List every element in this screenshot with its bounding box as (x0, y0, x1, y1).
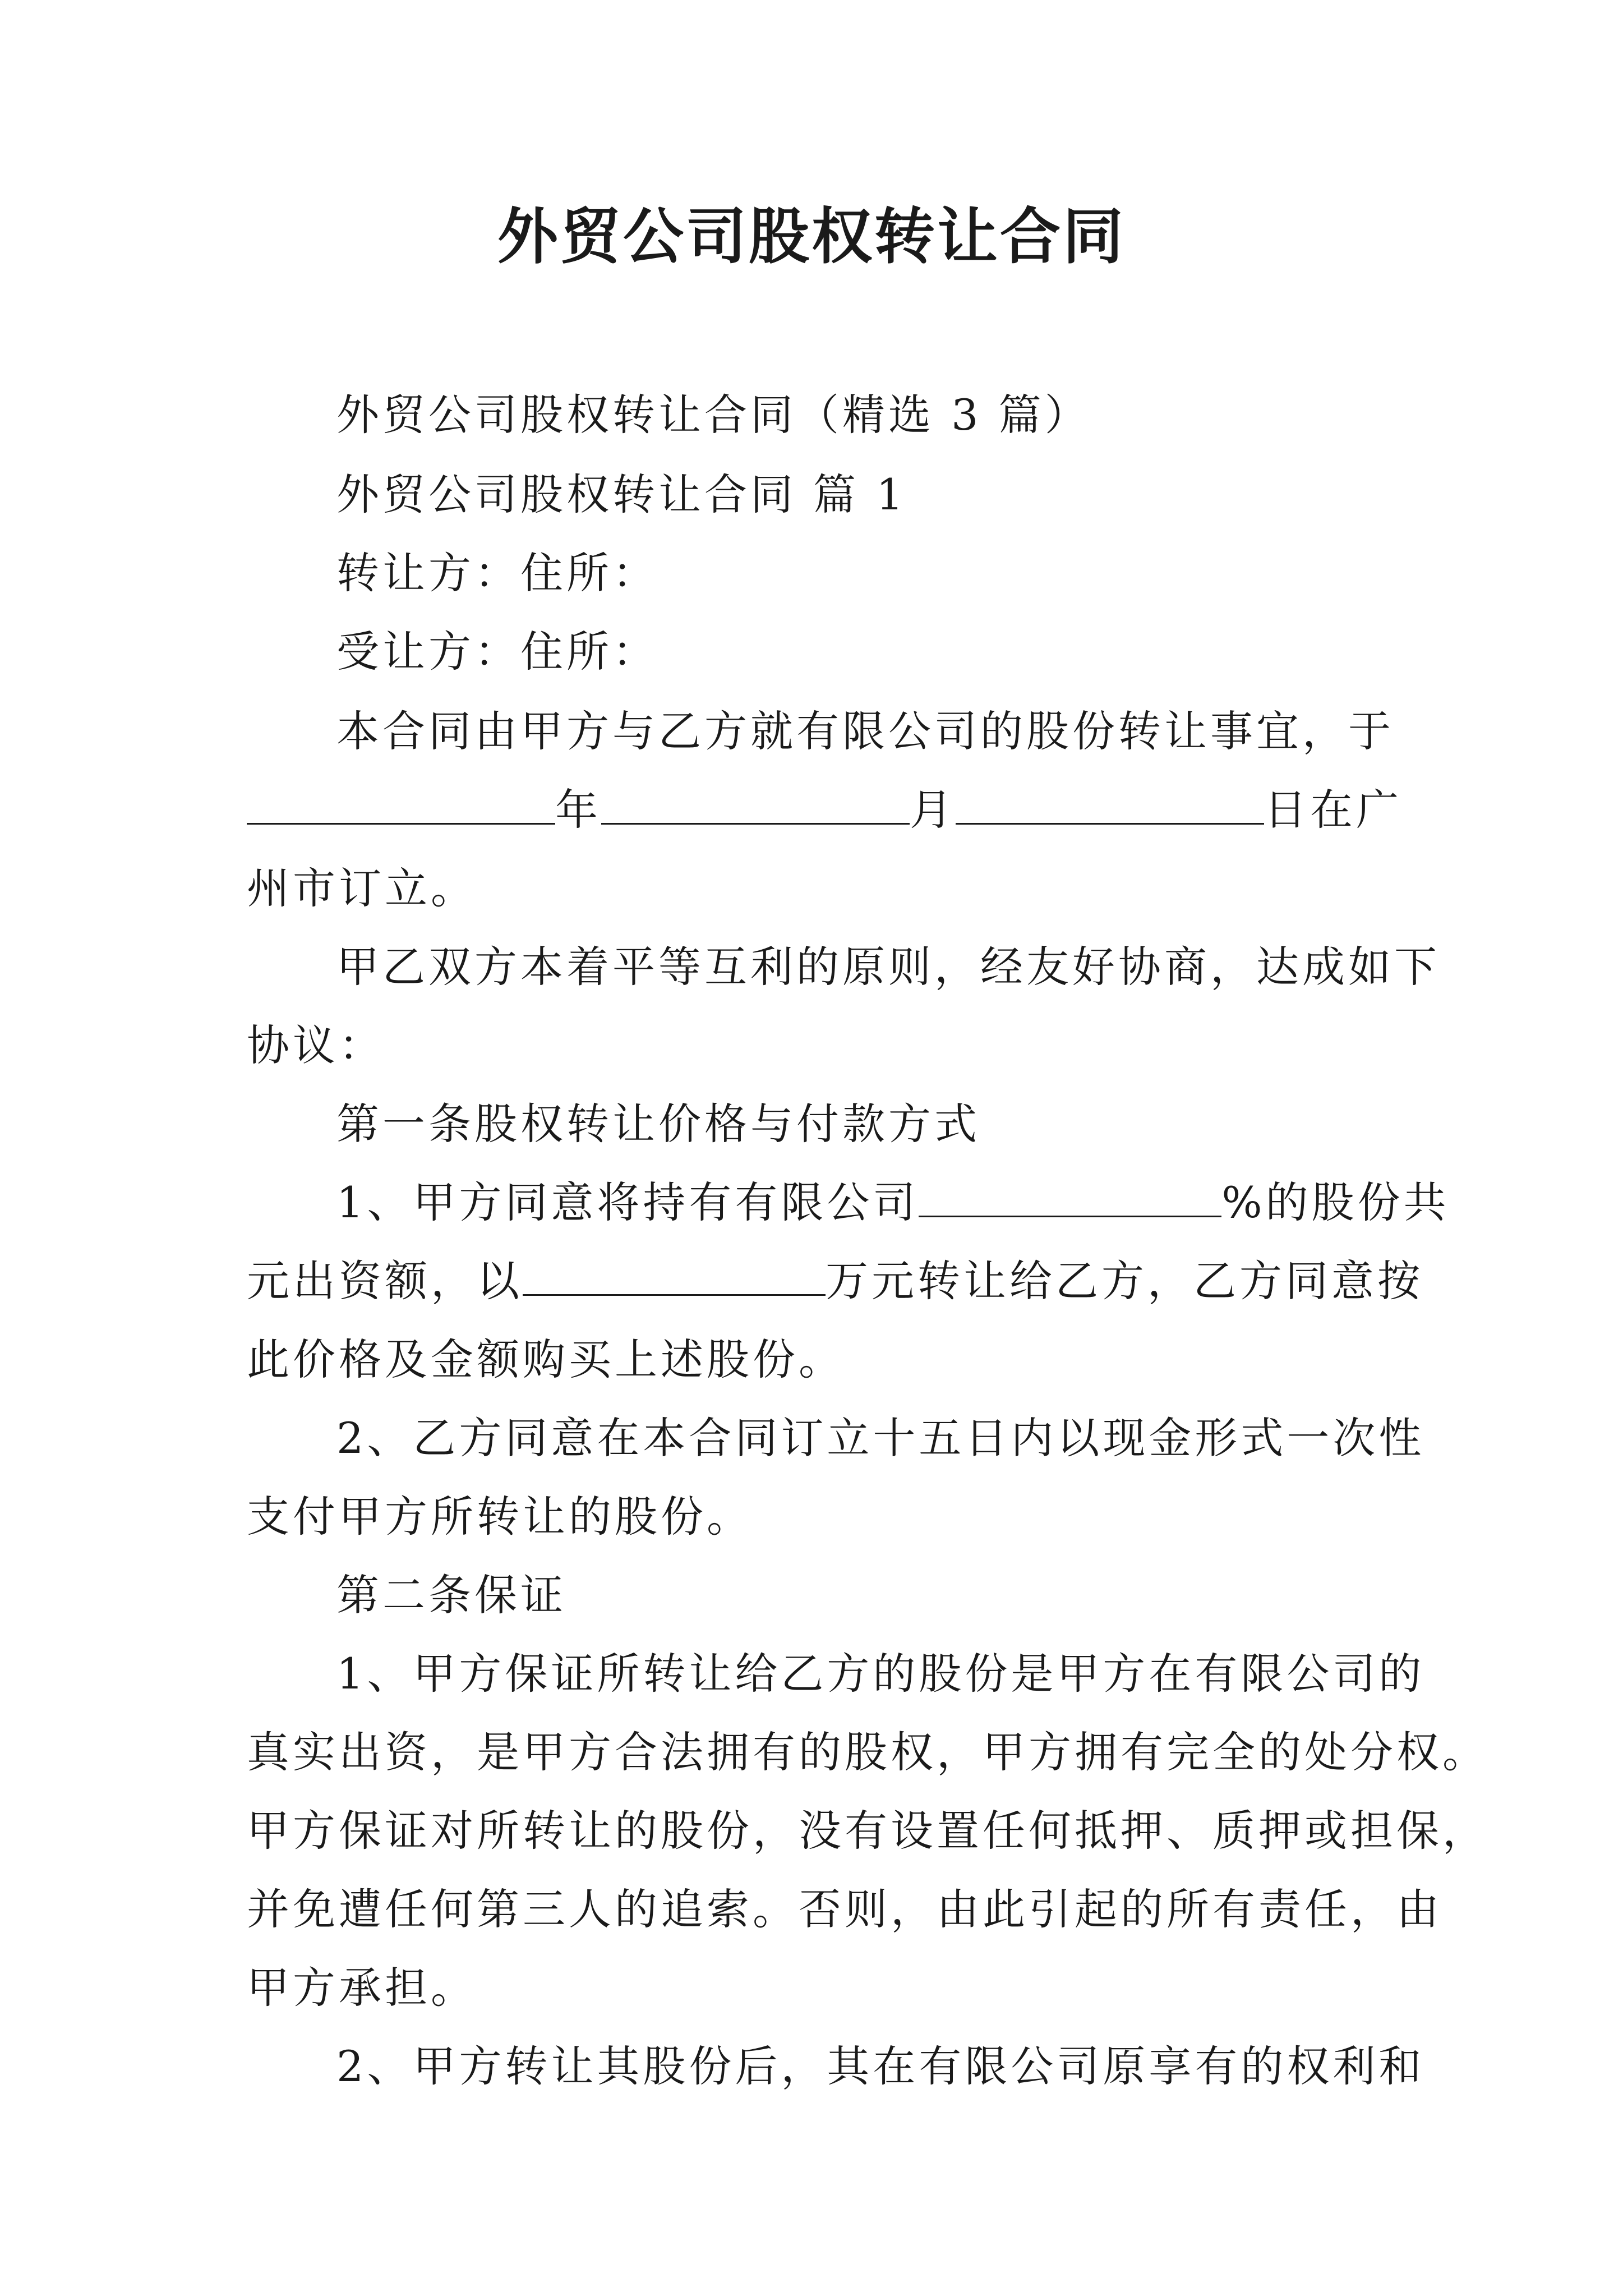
percent-blank (919, 1175, 1221, 1217)
paragraph-line (336, 1175, 1450, 1231)
paragraph-line (247, 1253, 1423, 1309)
transferor-line: 转让方：住所： (336, 548, 658, 598)
month-blank (601, 783, 910, 825)
paragraph-line: 州市订立。 (247, 863, 477, 913)
paragraph-line: 真实出资，是甲方合法拥有的股权，甲方拥有完全的处分权。 (247, 1727, 1488, 1777)
year-blank (247, 783, 555, 825)
day-label: 日在广 (1264, 785, 1402, 835)
paragraph-line: 甲乙双方本着平等互利的原则，经友好协商，达成如下 (336, 942, 1440, 992)
paragraph-line: 甲方承担。 (247, 1963, 477, 2013)
page-title: 外贸公司股权转让合同 (497, 201, 1126, 272)
section-heading: 外贸公司股权转让合同 篇 1 (336, 470, 907, 519)
paragraph-line: 甲方保证对所转让的股份，没有设置任何抵押、质押或担保， (247, 1806, 1488, 1856)
clause-text: 万元转让给乙方，乙方同意按 (826, 1256, 1423, 1306)
transferee-line: 受让方：住所： (336, 627, 658, 677)
article-heading: 第一条股权转让价格与付款方式 (336, 1099, 980, 1149)
month-label: 月 (910, 785, 956, 835)
paragraph-line: 2、甲方转让其股份后，其在有限公司原享有的权利和 (336, 2041, 1425, 2091)
paragraph-line: 此价格及金额购买上述股份。 (247, 1335, 845, 1384)
subtitle-line: 外贸公司股权转让合同（精选 3 篇） (336, 390, 1091, 440)
clause-text: 元出资额，以 (247, 1256, 523, 1306)
day-blank (956, 783, 1264, 825)
paragraph-line: 2、乙方同意在本合同订立十五日内以现金形式一次性 (336, 1413, 1425, 1463)
date-line (247, 782, 1402, 838)
paragraph-line: 支付甲方所转让的股份。 (247, 1492, 753, 1542)
clause-text: 1、甲方同意将持有有限公司 (336, 1177, 919, 1227)
amount-blank (523, 1254, 826, 1296)
paragraph-line: 1、甲方保证所转让给乙方的股份是甲方在有限公司的 (336, 1649, 1425, 1699)
year-label: 年 (555, 785, 601, 835)
paragraph-line: 本合同由甲方与乙方就有限公司的股份转让事宜，于 (336, 706, 1394, 756)
article-heading: 第二条保证 (336, 1570, 566, 1620)
paragraph-line: 协议： (247, 1020, 385, 1070)
clause-text: %的股份共 (1221, 1177, 1450, 1227)
paragraph-line: 并免遭任何第三人的追索。否则，由此引起的所有责任，由 (247, 1884, 1442, 1934)
